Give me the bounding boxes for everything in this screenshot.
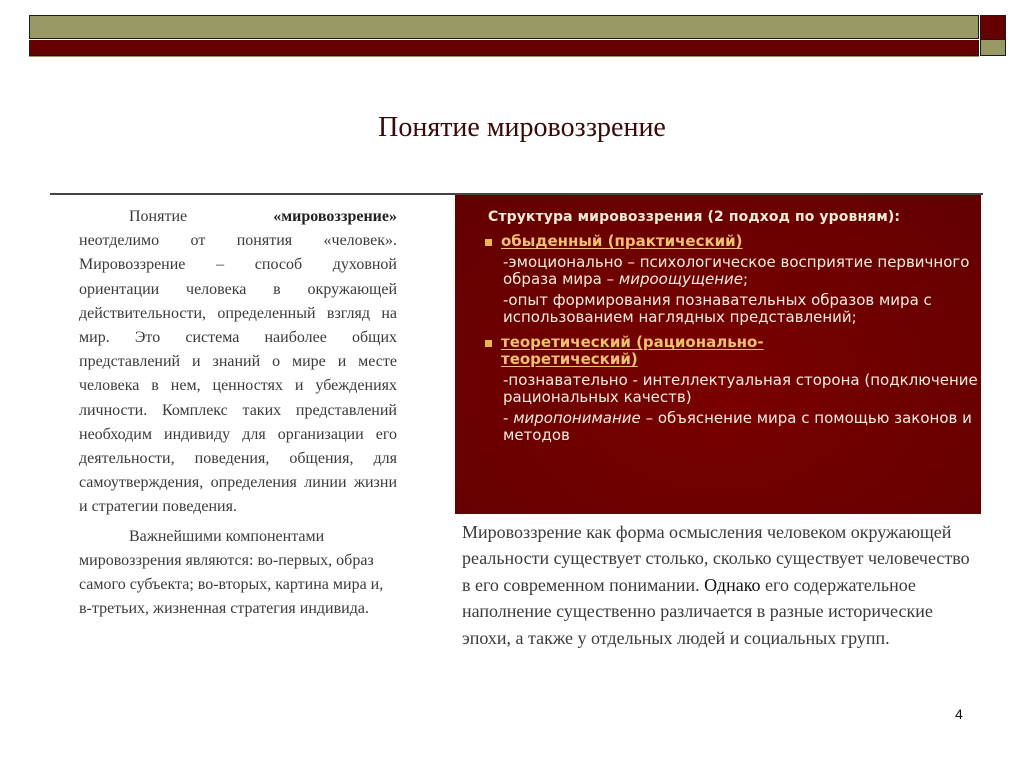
- structure-heading: Структура мировоззрения (2 подход по уровням):: [488, 209, 901, 225]
- header-red-square: [980, 15, 1006, 40]
- square-bullet-icon: [485, 239, 492, 246]
- worldview-history-text: [462, 519, 982, 651]
- history-text-part: Мировоззрение как форма осмысления человеком окружающей реальности существует столько, сколько существует человечество в его современном понимании.: [462, 522, 970, 595]
- level-title: теоретический (рационально-теоретический): [501, 333, 764, 368]
- line-italic: миропонимание: [513, 409, 641, 427]
- level-title: обыденный (практический): [501, 232, 743, 250]
- definition-body: неотделимо от понятия «человек». Мировоззрение – способ духовной ориентации человека в окружающей действительности, определенный взгляд на мир. Это система наиболее общих представлений и знаний о мире и месте человека в нем, ценностях и убеждениях личности. Комплекс таких представлений необходим индивиду для организации его деятельности, поведения, общения, для самоутверждения, определения линии жизни и стратегии поведения.: [79, 232, 397, 516]
- structure-image: [455, 195, 981, 514]
- level-item-theoretical: [485, 334, 981, 368]
- slide-title: Понятие мировоззрение: [378, 112, 666, 143]
- level-line: [503, 254, 981, 288]
- line-text: ;: [743, 270, 749, 288]
- square-bullet-icon: [485, 340, 492, 347]
- header-olive-square: [980, 40, 1006, 56]
- definition-term: «мировоззрение»: [273, 208, 397, 225]
- line-italic: мироощущение: [618, 270, 743, 288]
- components-paragraph: Важнейшими компонентами мировоззрения являются: во-первых, образ самого субъекта; во-вторых, картина мира и, в-третьих, жизненная стратегия индивида.: [79, 527, 384, 618]
- level-item-everyday: [485, 233, 981, 250]
- level-line: [503, 410, 981, 444]
- definition-paragraph: [79, 205, 397, 520]
- header-olive-bar: [29, 15, 979, 39]
- header-red-bar: [29, 40, 979, 56]
- line-text: -познавательно - интеллектуальная сторона (подключение рациональных качеств): [503, 371, 978, 406]
- definition-lead: Понятие: [129, 208, 188, 225]
- line-text: -опыт формирования познавательных образов мира с использованием наглядных представлений;: [503, 291, 932, 326]
- history-text-emphasis: Однако: [704, 574, 761, 595]
- line-text: -: [503, 409, 514, 427]
- line-text: -эмоционально – психологическое восприятие первичного образа мира –: [503, 253, 970, 288]
- history-text-part: его содержательное наполнение существенно различается в разные исторические эпохи, а также у отдельных людей и социальных групп.: [462, 574, 933, 648]
- level-line: [503, 292, 981, 326]
- page-number: 4: [955, 706, 963, 722]
- definition-text: [79, 205, 397, 621]
- level-line: [503, 372, 981, 406]
- line-text: – объяснение мира с помощью законов и методов: [503, 409, 972, 444]
